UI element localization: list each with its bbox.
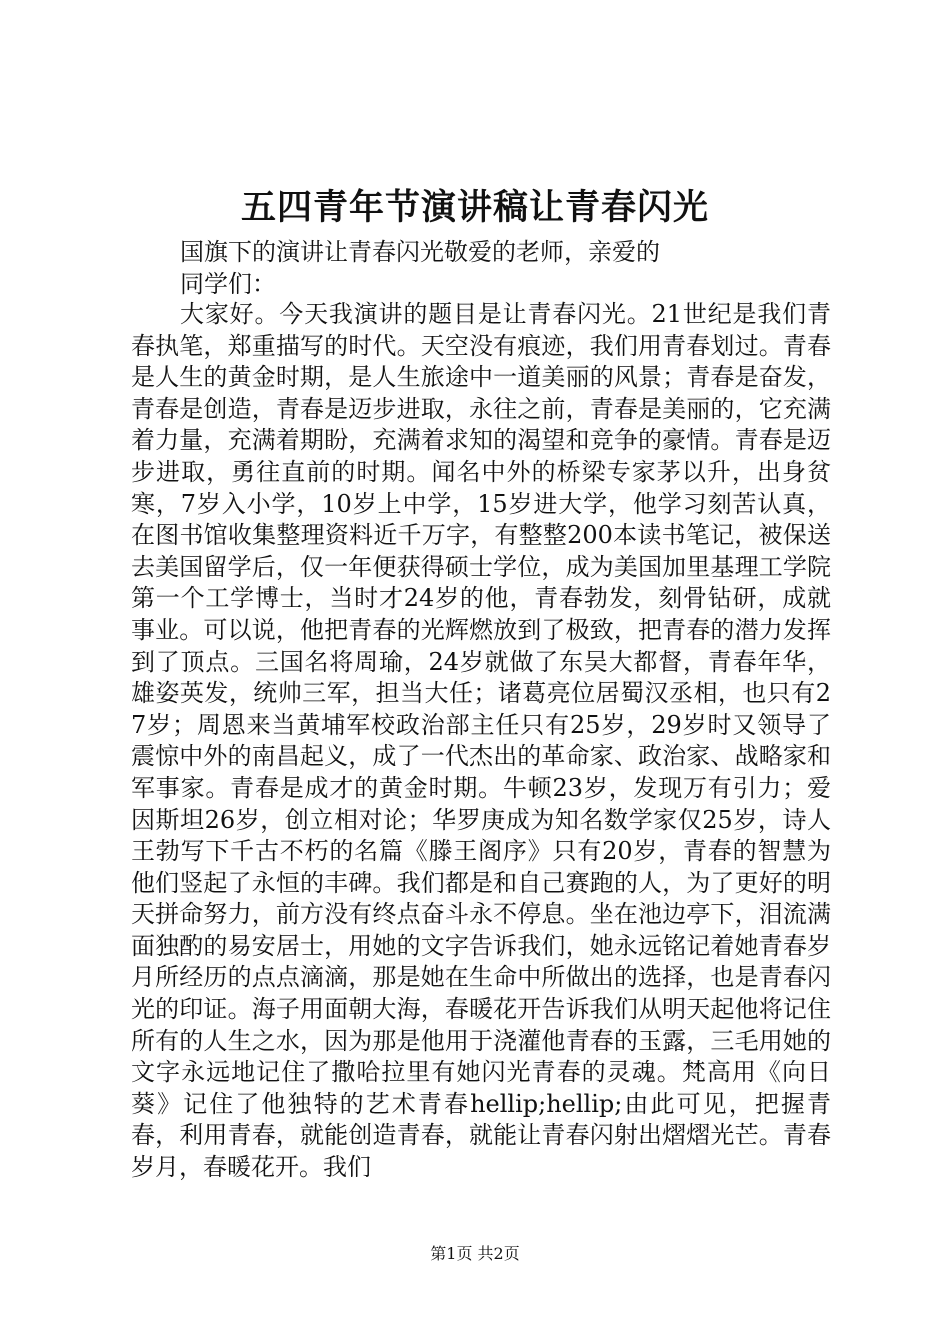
document-title: 五四青年节演讲稿让青春闪光 [240,187,709,228]
intro-line-1: 国旗下的演讲让青春闪光敬爱的老师，亲爱的 [180,238,660,266]
page-footer: 第1页 共2页 [430,1244,520,1263]
intro-line-2: 同学们： [180,269,276,298]
body-paragraph: 大家好。今天我演讲的题目是让青春闪光。21世纪是我们青春执笔，郑重描写的时代。天空没有痕迹，我们用青春划过。青春是人生的黄金时期，是人生旅途中一道美丽的风景；青春是奋发，青春是创造，青春是迈步进取，永往之前，青春是美丽的，它充满着力量，充满着期盼，充满着求知的渴望和竞争的豪情。青春是迈步进取，勇往直前的时期。闻名中外的桥梁专家茅以升，出身贫寒，7岁入小学，10岁上中学，15岁进大学，他学习刻苦认真，在图书馆收集整理资料近千万字，有整整200本读书笔记，被保送去美国留学后，仅一年便获得硕士学位，成为美国加里基理工学院第一个工学博士，当时才24岁的他，青春勃发，刻骨钻研，成就事业。可以说，他把青春的光辉燃放到了极致，把青春的潜力发挥到了顶点。三国名将周瑜，24岁就做了东吴大都督，青春年华，雄姿英发，统帅三军，担当大任；诸葛亮位居蜀汉丞相，也只有27岁；周恩来当黄埔军校政治部主任只有25岁，29岁时又领导了震惊中外的南昌起义，成了一代杰出的革命家、政治家、战略家和军事家。青春是成才的黄金时期。牛顿23岁，发现万有引力；爱因斯坦26岁，创立相对论；华罗庚成为知名数学家仅25岁，诗人王勃写下千古不朽的名篇《滕王阁序》只有20岁，青春的智慧为他们竖起了永恒的丰碑。我们都是和自己赛跑的人，为了更好的明天拼命努力，前方没有终点奋斗永不停息。坐在池边亭下，泪流满面独酌的易安居士，用她的文字告诉我们，她永远铭记着她青春岁月所经历的点点滴滴，那是她在生命中所做出的选择，也是青春闪光的印证。海子用面朝大海，春暖花开告诉我们从明天起他将记住所有的人生之水，因为那是他用于浇灌他青春的玉露，三毛用她的文字永远地记住了撒哈拉里有她闪光青春的灵魂。梵高用《向日葵》记住了他独特的艺术青春hellip;hellip;由此可见，把握青春，利用青春，就能创造青春，就能让青春闪射出熠熠光芒。青春岁月，春暖花开。我们 [131,300,831,1182]
intro-block [180,237,740,300]
